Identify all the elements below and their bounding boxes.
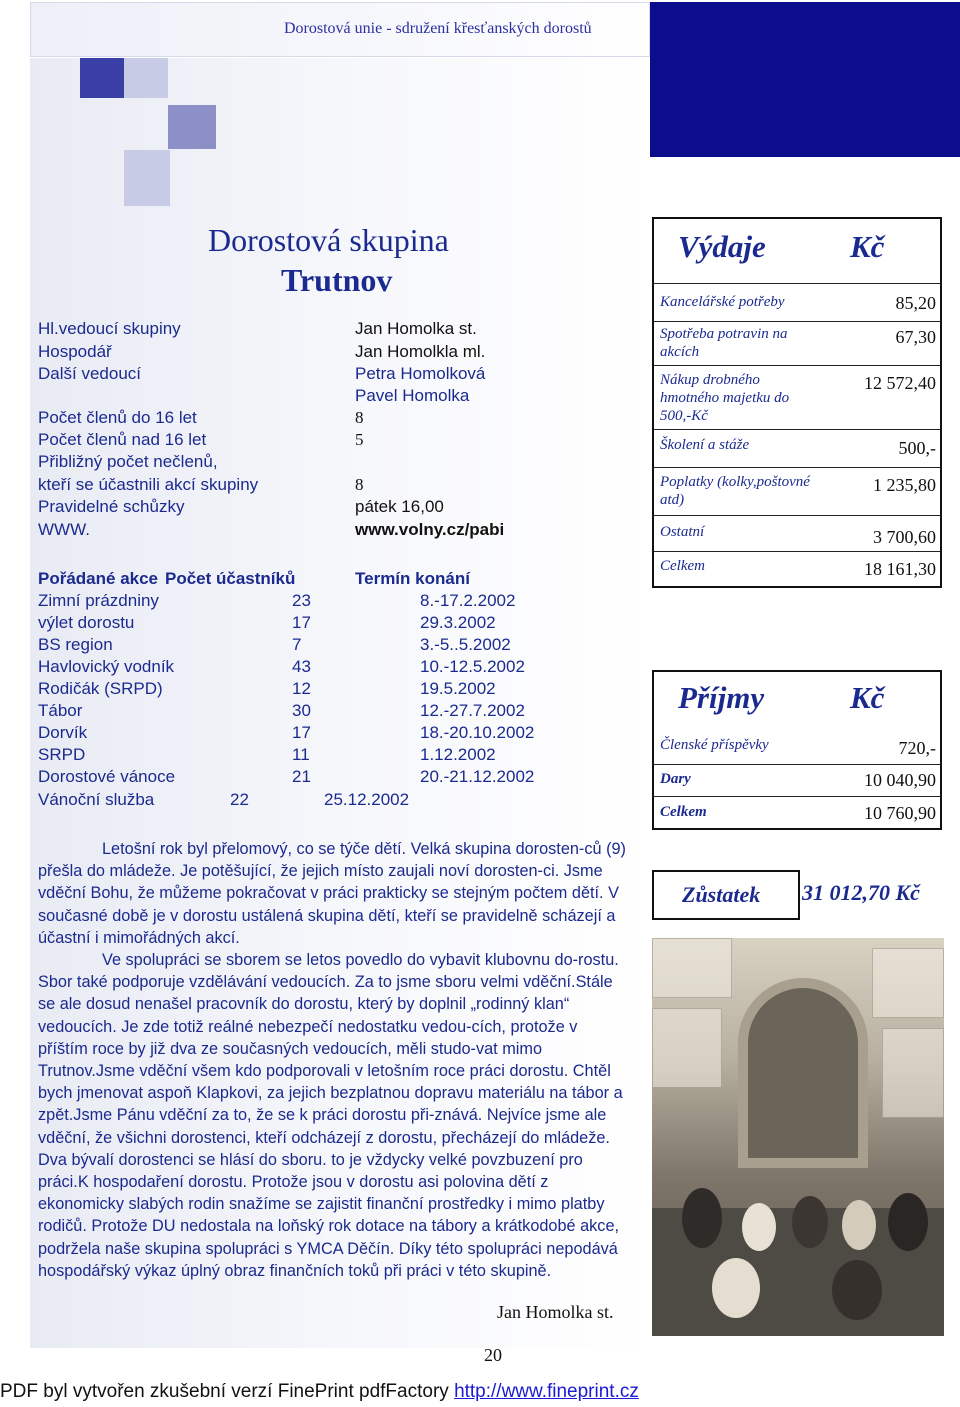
- table-row: [38, 657, 598, 679]
- expense-label: Školení a stáže: [660, 437, 750, 453]
- event-count: 23: [292, 591, 311, 610]
- expense-value: 500,-: [898, 438, 936, 458]
- balance-value: 31 012,70 Kč: [802, 880, 920, 905]
- article-paragraph: Letošní rok byl přelomový, co se týče dětí. Velká skupina dorosten-ců (9) přešla do mládeže. Je potěšující, že jejich místo zaujali noví dorosten-ci. Jsme vděční Bohu, že můžeme pokračovat v práci prakticky se stejným počtem dětí. V současné době je v dorostu ustálená skupina dětí, kteří se pravidelně scházejí a účastní i mimořádných akcí.: [38, 840, 626, 947]
- income-heading: Příjmy: [678, 680, 765, 715]
- balance-label: Zůstatek: [682, 882, 761, 907]
- event-name: BS region: [38, 635, 113, 654]
- photo-person: [792, 1196, 828, 1248]
- income-total-row: [660, 803, 936, 829]
- table-row: [38, 723, 598, 745]
- divider: [654, 467, 940, 468]
- expenses-currency: Kč: [850, 229, 885, 264]
- event-date: 1.12.2002: [420, 745, 496, 764]
- income-value: 10 040,90: [864, 770, 936, 790]
- divider: [654, 515, 940, 516]
- event-date: 25.12.2002: [324, 790, 410, 809]
- expense-row: [660, 371, 936, 427]
- info-value: pátek 16,00: [355, 497, 444, 516]
- info-value: Petra Homolková: [355, 364, 486, 383]
- events-header-date: Termín konání: [355, 569, 470, 588]
- event-date: 10.-12.5.2002: [420, 657, 525, 676]
- footer-link[interactable]: http://www.fineprint.cz: [454, 1381, 639, 1402]
- website-link[interactable]: www.volny.cz/pabi: [355, 520, 505, 539]
- event-name: Rodičák (SRPD): [38, 679, 163, 698]
- photo-person: [832, 1260, 882, 1320]
- info-label: Přibližný počet nečlenů,: [38, 452, 218, 471]
- divider: [654, 321, 940, 322]
- event-count: 17: [292, 723, 311, 742]
- photo-person: [712, 1258, 760, 1318]
- table-row: [38, 790, 598, 812]
- photo-stone: [652, 1008, 722, 1088]
- event-count: 22: [230, 790, 249, 809]
- divider: [654, 551, 940, 552]
- events-header-name: Pořádané akce: [38, 569, 159, 588]
- photo-person: [682, 1188, 722, 1248]
- article-paragraph: Ve spolupráci se sborem se letos povedlo do vybavit klubovnu do-rostu. Sbor také podporuje vzdělávání vedoucích. Za to jsme sboru velmi vděční.Stále se ale dosud nenašel pracovník do dorostu, který by doplnil „rodinný klan“ vedoucích. Je zde totiž reálné nebezpečí nedostatku vedou-cích, protože v příštím roce by již dva ze současných vedoucích, měli studo-vat mimo Trutnov.Jsme vděční všem kdo podporovali v letošním roce práci dorostu. Chtěl bych jmenovat aspoň Klapkovi, za jejich bezplatnou dopravu materiálu na tábor a zpět.Jsme Pánu vděční za to, že se k práci dorostu při-znává. Nejvíce jsme ale vděční, že všichni dorostenci, kteří odcházejí z dorostu, přecházejí do mládeže. Dva bývalí dorostenci se hlásí do sboru. to je vždycky velké povzbuzení pro práci.K hospodaření dorostu. Protože jsou v dorostu asi polovina dětí z ekonomicky slabých rodin snažíme se zajistit finanční prostředky i mimo platby rodičů. Protože DU nedostala na loňský rok dotace na tábory a krátkodobé akce, podržela naše skupina spolupráci s YMCA Děčín. Díky této spolupráci nepodává hospodářský výkaz úplný obraz finančních toků při práci v této skupině.: [38, 951, 623, 1280]
- info-value: Jan Homolkla ml.: [355, 342, 486, 361]
- expense-row: [660, 473, 936, 513]
- expense-value: 3 700,60: [873, 527, 936, 547]
- expense-label: Ostatní: [660, 524, 705, 540]
- event-count: 43: [292, 657, 311, 676]
- expense-value: 18 161,30: [864, 559, 936, 579]
- info-label: Hl.vedoucí skupiny: [38, 319, 181, 338]
- info-value: 8: [355, 408, 364, 427]
- divider: [654, 764, 940, 765]
- divider: [654, 429, 940, 430]
- event-count: 7: [292, 635, 302, 654]
- pdf-footer: [0, 1381, 639, 1403]
- event-name: Vánoční služba: [38, 790, 155, 809]
- income-row: [660, 736, 936, 762]
- event-name: Dorostové vánoce: [38, 767, 176, 786]
- event-count: 30: [292, 701, 311, 720]
- info-label: Pravidelné schůzky: [38, 497, 185, 516]
- expense-row: [660, 293, 936, 317]
- expense-label: Spotřeba potravin na akcích: [660, 326, 788, 360]
- event-date: 19.5.2002: [420, 679, 496, 698]
- table-row: [38, 591, 598, 613]
- events-header-count: Počet účastníků: [165, 569, 296, 588]
- income-label: Celkem: [660, 804, 707, 820]
- table-row: [38, 701, 598, 723]
- income-currency: Kč: [850, 680, 885, 715]
- event-date: 18.-20.10.2002: [420, 723, 535, 742]
- event-date: 12.-27.7.2002: [420, 701, 525, 720]
- balance-box: [652, 870, 942, 920]
- income-label: Dary: [660, 771, 691, 787]
- photo-person: [842, 1200, 876, 1250]
- photo-stone: [872, 948, 944, 1018]
- event-date: 8.-17.2.2002: [420, 591, 516, 610]
- expense-row: [660, 325, 936, 365]
- expenses-heading: Výdaje: [678, 229, 766, 264]
- table-row: [38, 635, 598, 657]
- expenses-table: [652, 217, 942, 588]
- info-label: WWW.: [38, 520, 90, 539]
- decorative-blue-block: [650, 2, 960, 157]
- event-name: Zimní prázdniny: [38, 591, 159, 610]
- expense-label: Celkem: [660, 558, 705, 574]
- page-title: Dorostová skupina: [208, 222, 449, 258]
- expense-label: Nákup drobného hmotného majetku do 500,-Kč: [660, 372, 790, 424]
- table-row: [38, 745, 598, 767]
- photo-person: [742, 1203, 776, 1251]
- income-value: 10 760,90: [864, 803, 936, 823]
- table-row: [38, 679, 598, 701]
- table-row: [38, 767, 598, 789]
- expense-label: Poplatky (kolky,poštovné atd): [660, 474, 810, 508]
- expense-row: [660, 436, 936, 460]
- decorative-square: [168, 105, 216, 149]
- event-name: Tábor: [38, 701, 83, 720]
- event-name: SRPD: [38, 745, 86, 764]
- event-name: Havlovický vodník: [38, 657, 175, 676]
- expense-row: [660, 523, 936, 547]
- info-value: Pavel Homolka: [355, 386, 470, 405]
- page-subtitle: Trutnov: [281, 262, 393, 298]
- page-number: 20: [484, 1345, 502, 1365]
- decorative-square: [80, 58, 124, 98]
- info-value: 5: [355, 430, 364, 449]
- divider: [654, 796, 940, 797]
- event-count: 11: [292, 745, 310, 764]
- event-name: výlet dorostu: [38, 613, 135, 632]
- event-count: 17: [292, 613, 311, 632]
- info-label: kteří se účastnili akcí skupiny: [38, 475, 259, 494]
- info-label: Počet členů do 16 let: [38, 408, 197, 427]
- info-value: 8: [355, 475, 364, 494]
- divider: [654, 283, 940, 284]
- article-text: [38, 838, 630, 1282]
- expense-value: 85,20: [895, 293, 936, 313]
- expense-value: 1 235,80: [873, 475, 936, 495]
- expense-value: 67,30: [895, 327, 936, 347]
- photo-person: [888, 1193, 928, 1251]
- expense-value: 12 572,40: [864, 373, 936, 393]
- event-count: 12: [292, 679, 311, 698]
- photo-stone: [882, 1028, 944, 1118]
- info-label: Hospodář: [38, 342, 112, 361]
- table-row: [38, 613, 598, 635]
- decorative-square: [124, 150, 170, 206]
- decorative-square: [124, 58, 168, 98]
- expense-total-row: [660, 557, 936, 581]
- event-date: 3.-5..5.2002: [420, 635, 511, 654]
- group-photo: [652, 938, 944, 1336]
- info-label: Počet členů nad 16 let: [38, 430, 207, 449]
- event-count: 21: [292, 767, 311, 786]
- expense-label: Kancelářské potřeby: [660, 294, 785, 310]
- income-value: 720,-: [898, 738, 936, 758]
- event-date: 20.-21.12.2002: [420, 767, 535, 786]
- info-value: Jan Homolka st.: [355, 319, 477, 338]
- signature: Jan Homolka st.: [497, 1302, 614, 1322]
- photo-arch: [738, 978, 868, 1168]
- header-title: Dorostová unie - sdružení křesťanských dorostů: [284, 20, 592, 37]
- photo-stone: [652, 938, 732, 998]
- info-label: Další vedoucí: [38, 364, 141, 383]
- balance-label-cell: [652, 870, 800, 920]
- income-table: [652, 670, 942, 830]
- income-label: Členské příspěvky: [660, 737, 769, 753]
- income-row: [660, 770, 936, 796]
- event-name: Dorvík: [38, 723, 88, 742]
- event-date: 29.3.2002: [420, 613, 496, 632]
- footer-text: PDF byl vytvořen zkušební verzí FinePrint pdfFactory: [0, 1381, 455, 1402]
- divider: [654, 365, 940, 366]
